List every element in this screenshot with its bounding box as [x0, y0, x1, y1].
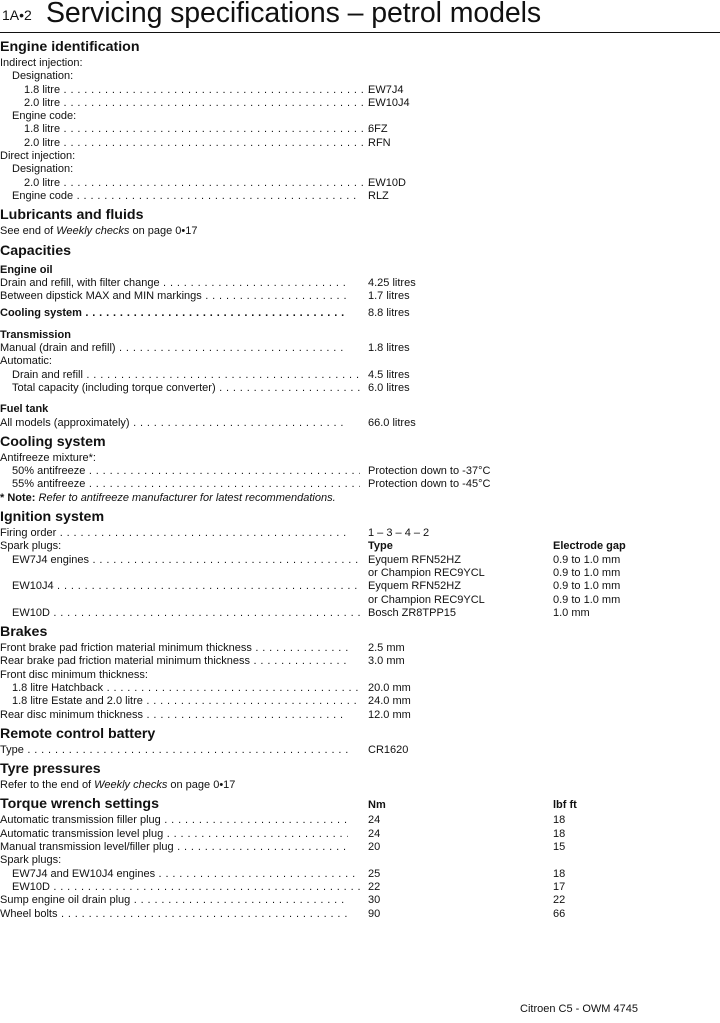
spec-row: [0, 452, 720, 465]
spec-label: Between dipstick MAX and MIN markings . . .: [0, 290, 348, 303]
spec-value: 24: [368, 814, 381, 827]
spec-label: 1.8 litre Hatchback . . .: [12, 682, 360, 695]
spec-value: 15: [553, 841, 566, 854]
spec-label: Automatic transmission filler plug . . .: [0, 814, 348, 827]
spec-label: Spark plugs:: [0, 854, 62, 867]
spec-label: Front brake pad friction material minimum thickness . . .: [0, 642, 348, 655]
spec-row: [0, 841, 720, 854]
spec-value: 18: [553, 867, 566, 880]
spec-label: Firing order . . .: [0, 527, 348, 540]
spec-row: [0, 137, 720, 150]
spec-row: [0, 669, 720, 682]
spec-row: [0, 465, 720, 478]
spec-value: 6FZ: [368, 123, 388, 136]
spec-value: 20: [368, 841, 381, 854]
spec-value: 1 – 3 – 4 – 2: [368, 527, 430, 540]
spec-value: 1.7 litres: [368, 290, 410, 303]
spec-label: EW7J4 engines . . .: [12, 554, 360, 567]
subheading-transmission: Transmission: [0, 328, 71, 341]
note-label: * Note:: [0, 491, 36, 504]
spec-value: EW10D: [368, 176, 406, 189]
spec-label: Antifreeze mixture*:: [0, 451, 96, 464]
spec-row: [0, 342, 720, 355]
spec-label: All models (approximately) . . .: [0, 417, 348, 430]
spec-value: 4.25 litres: [368, 276, 416, 289]
spec-value: 6.0 litres: [368, 381, 410, 394]
spec-label: Automatic:: [0, 355, 52, 368]
section-heading-ignition: Ignition system: [0, 509, 105, 526]
lubricants-note: [0, 225, 720, 238]
spec-row: [0, 290, 720, 303]
spec-label: Cooling system . . .: [0, 307, 348, 320]
spec-label: Wheel bolts . . .: [0, 908, 348, 921]
spec-label: Automatic transmission level plug . . .: [0, 828, 348, 841]
page-footer: Citroen C5 - OWM 4745: [520, 1003, 638, 1015]
spec-label: 1.8 litre Estate and 2.0 litre . . .: [12, 695, 360, 708]
spec-row: [0, 814, 720, 827]
spec-value: 66.0 litres: [368, 416, 416, 429]
section-heading-lubricants: Lubricants and fluids: [0, 207, 144, 224]
section-heading-engine-identification: Engine identification: [0, 39, 140, 55]
spec-row: [0, 554, 720, 567]
spec-row: [0, 177, 720, 190]
spec-label: Spark plugs:: [0, 540, 62, 553]
spec-row: [0, 594, 720, 607]
spec-row: [0, 567, 720, 580]
spec-value: 0.9 to 1.0 mm: [553, 593, 621, 606]
spec-row: [0, 382, 720, 395]
spec-row: [0, 607, 720, 620]
spec-value: 12.0 mm: [368, 708, 411, 721]
spec-row: [0, 828, 720, 841]
spec-row: [0, 110, 720, 123]
page-number: 1A•2: [2, 7, 32, 23]
spec-label: 2.0 litre . . .: [24, 177, 372, 190]
cooling-note: [0, 492, 720, 505]
spec-value: CR1620: [368, 743, 409, 756]
spec-label: 2.0 litre . . .: [24, 97, 372, 110]
spec-label: Drain and refill, with filter change . . .: [0, 277, 348, 290]
subheading-fuel-tank: Fuel tank: [0, 403, 49, 416]
spec-value: 17: [553, 880, 566, 893]
spec-row: [0, 854, 720, 867]
spec-value: Protection down to -37°C: [368, 465, 491, 478]
spec-value: 8.8 litres: [368, 307, 410, 320]
spec-row: [0, 744, 720, 757]
spec-value: 66: [553, 907, 566, 920]
column-header-type: Type: [368, 540, 393, 553]
spec-value: Eyquem RFN52HZ: [368, 580, 461, 593]
spec-label: Direct injection:: [0, 150, 76, 163]
spec-row: [0, 540, 720, 553]
spec-value: 18: [553, 814, 566, 827]
spec-label: Engine code . . .: [12, 190, 360, 203]
spec-label: EW7J4 and EW10J4 engines . . .: [12, 868, 360, 881]
column-header-nm: Nm: [368, 799, 386, 812]
spec-value: EW7J4: [368, 83, 404, 96]
spec-row: [0, 57, 720, 70]
tyres-note: [0, 779, 720, 792]
spec-label: Total capacity (including torque converter) . . .: [12, 382, 360, 395]
spec-label: Rear disc minimum thickness . . .: [0, 709, 348, 722]
spec-row: [0, 369, 720, 382]
section-heading-capacities: Capacities: [0, 242, 71, 259]
spec-value: RFN: [368, 136, 391, 149]
spec-value: 2.5 mm: [368, 642, 405, 655]
spec-row: [0, 695, 720, 708]
spec-row: [0, 123, 720, 136]
section-heading-remote-battery: Remote control battery: [0, 725, 156, 742]
spec-row: [0, 163, 720, 176]
spec-row: [0, 580, 720, 593]
spec-row: [0, 150, 720, 163]
spec-value: Eyquem RFN52HZ: [368, 553, 461, 566]
spec-row: [0, 190, 720, 203]
column-header-gap: Electrode gap: [553, 540, 626, 553]
spec-value: 25: [368, 867, 381, 880]
spec-value: 1.0 mm: [553, 606, 590, 619]
spec-label: 55% antifreeze . . .: [12, 478, 360, 491]
section-heading-torque: Torque wrench settings: [0, 796, 159, 813]
spec-label: Designation:: [12, 163, 74, 176]
spec-value: Bosch ZR8TPP15: [368, 606, 457, 619]
spec-value: EW10J4: [368, 96, 410, 109]
spec-row: [0, 881, 720, 894]
spec-label: Drain and refill . . .: [12, 369, 360, 382]
spec-label: 2.0 litre . . .: [24, 137, 372, 150]
spec-value: 0.9 to 1.0 mm: [553, 566, 621, 579]
subheading-engine-oil: Engine oil: [0, 263, 53, 276]
spec-label: Type . . .: [0, 744, 348, 757]
spec-value: 90: [368, 907, 381, 920]
note-text: on page 0•17: [129, 225, 198, 238]
spec-value: RLZ: [368, 189, 389, 202]
spec-label: Designation:: [12, 70, 74, 83]
spec-value: 18: [553, 827, 566, 840]
spec-label: Manual transmission level/filler plug . . .: [0, 841, 348, 854]
spec-row: [0, 894, 720, 907]
note-text: See end of: [0, 225, 57, 238]
spec-row: [0, 527, 720, 540]
spec-value: 24: [368, 827, 381, 840]
spec-value: 1.8 litres: [368, 342, 410, 355]
spec-value: 0.9 to 1.0 mm: [553, 580, 621, 593]
torque-heading-row: [0, 796, 720, 813]
spec-value: 0.9 to 1.0 mm: [553, 553, 621, 566]
spec-value: 20.0 mm: [368, 681, 411, 694]
spec-row: [0, 642, 720, 655]
spec-value: Protection down to -45°C: [368, 478, 491, 491]
note-emphasis: Weekly checks: [56, 225, 130, 238]
spec-value: or Champion REC9YCL: [368, 593, 485, 606]
header-rule: [0, 32, 720, 33]
spec-content: [0, 39, 720, 921]
spec-row: [0, 709, 720, 722]
note-text: Refer to the end of: [0, 779, 95, 792]
spec-row: [0, 868, 720, 881]
section-heading-cooling: Cooling system: [0, 433, 106, 450]
spec-label: EW10J4 . . .: [12, 580, 360, 593]
spec-label: EW10D . . .: [12, 881, 360, 894]
spec-row: [0, 277, 720, 290]
spec-value: 24.0 mm: [368, 695, 411, 708]
spec-label: 50% antifreeze . . .: [12, 465, 360, 478]
spec-label: Engine code:: [12, 110, 77, 123]
spec-label: Indirect injection:: [0, 57, 83, 69]
spec-label: Rear brake pad friction material minimum thickness . . .: [0, 655, 348, 668]
spec-row: [0, 682, 720, 695]
section-heading-tyre-pressures: Tyre pressures: [0, 761, 101, 778]
spec-row: [0, 655, 720, 668]
spec-value: 22: [368, 880, 381, 893]
spec-label: Sump engine oil drain plug . . .: [0, 894, 348, 907]
spec-value: 30: [368, 894, 381, 907]
spec-value: 4.5 litres: [368, 368, 410, 381]
note-emphasis: Refer to antifreeze manufacturer for latest recommendations.: [35, 491, 336, 504]
spec-value: 3.0 mm: [368, 655, 405, 668]
spec-value: or Champion REC9YCL: [368, 566, 485, 579]
section-heading-brakes: Brakes: [0, 624, 48, 641]
spec-label: Manual (drain and refill) . . .: [0, 342, 348, 355]
spec-row: [0, 908, 720, 921]
spec-label: 1.8 litre . . .: [24, 123, 372, 136]
spec-row: [0, 84, 720, 97]
spec-value: 22: [553, 894, 566, 907]
note-text: on page 0•17: [167, 779, 236, 792]
spec-row: [0, 355, 720, 368]
spec-row: [0, 70, 720, 83]
spec-row: [0, 478, 720, 491]
spec-label: 1.8 litre . . .: [24, 84, 372, 97]
note-emphasis: Weekly checks: [94, 779, 168, 792]
page-title: Servicing specifications – petrol models: [46, 0, 541, 29]
spec-row: [0, 417, 720, 430]
column-header-lbf-ft: lbf ft: [553, 799, 577, 812]
spec-row: [0, 307, 720, 320]
spec-label: Front disc minimum thickness:: [0, 668, 148, 681]
spec-label: EW10D . . .: [12, 607, 360, 620]
spec-row: [0, 97, 720, 110]
